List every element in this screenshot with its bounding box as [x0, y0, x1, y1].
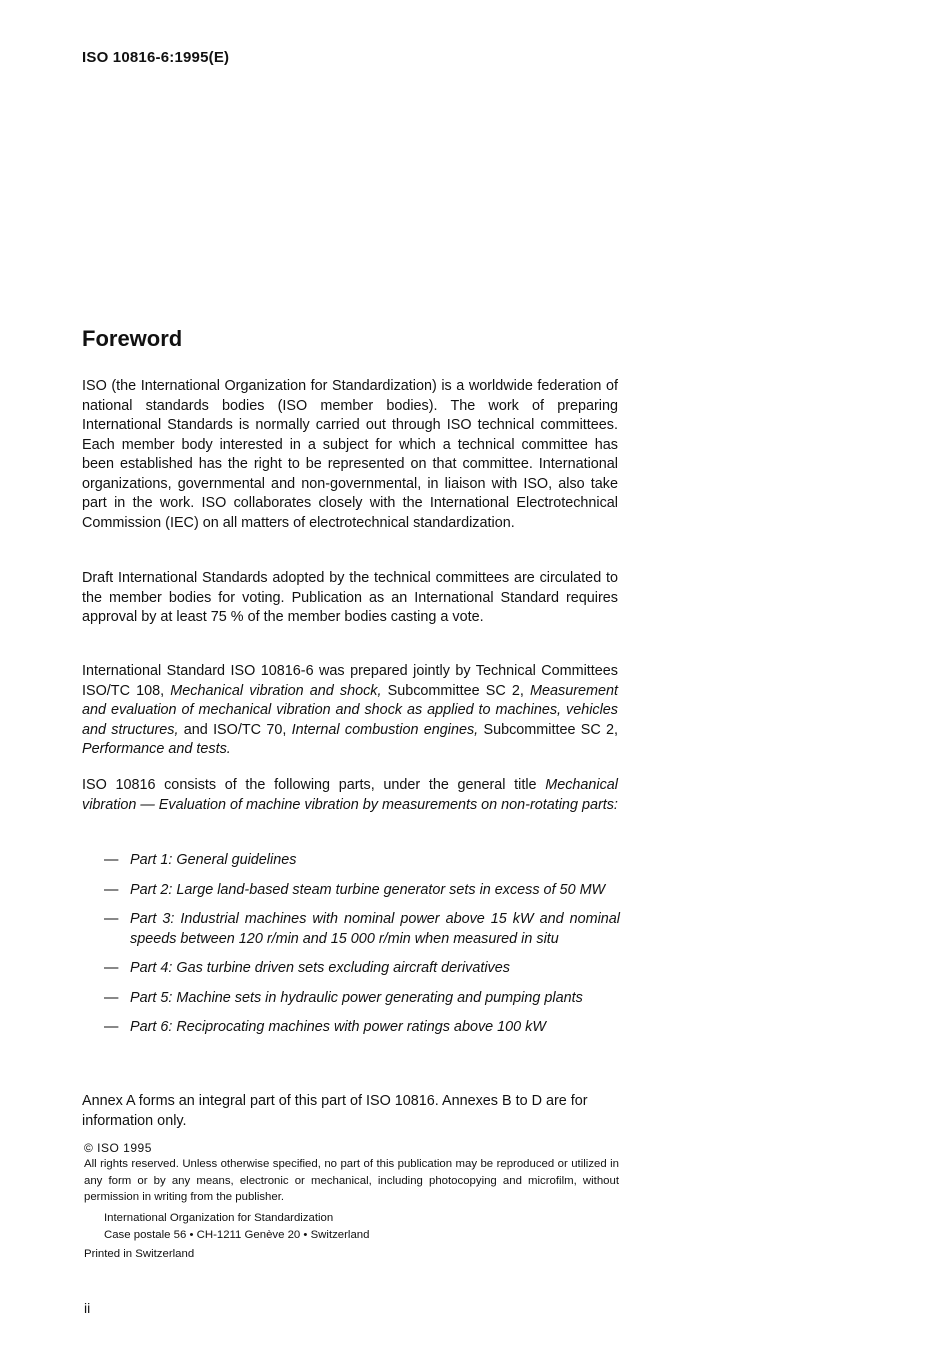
parts-list: [104, 851, 620, 1048]
list-dash: —: [104, 911, 119, 927]
list-dash: —: [104, 852, 119, 868]
list-item: [104, 959, 620, 979]
list-item: [104, 851, 620, 871]
list-dash: —: [104, 989, 119, 1006]
page-number: ii: [84, 1300, 91, 1316]
list-item: [104, 989, 620, 1009]
list-item: [104, 1018, 620, 1038]
foreword-paragraph-1: ISO (the International Organization for Standardization) is a worldwide federation of national standards bodies (ISO member bodies). The work of preparing International Standards is normally carried out through ISO technical committees. Each member body interested in a subject for which a technical committee has been established has the right to be represented on that committee. International organizations, governmental and non-governmental, in liaison with ISO, also take part in the work. ISO collaborates closely with the International Electrotechnical Commission (IEC) on all matters of electrotechnical standardization.: [82, 378, 618, 531]
document-id: ISO 10816-6:1995(E): [82, 49, 230, 66]
tc108-title: Mechanical vibration and shock,: [170, 682, 382, 699]
org-address: Case postale 56 • CH-1211 Genève 20 • Switzerland: [104, 1228, 370, 1241]
paragraph-3-text-e: and ISO/TC 70,: [178, 721, 292, 738]
paragraph-3-text-g: Subcommittee SC 2,: [478, 721, 619, 738]
list-dash: —: [104, 960, 119, 976]
list-item: [104, 910, 620, 949]
part-6-text: Part 6: Reciprocating machines with power ratings above 100 kW: [130, 1019, 546, 1035]
part-5-text: Part 5: Machine sets in hydraulic power generating and pumping plants: [130, 989, 583, 1006]
foreword-paragraph-2: Draft International Standards adopted by the technical committees are circulated to the member bodies for voting. Publication as an International Standard requires approval by at least 75 % of the member bodies casting a vote.: [82, 570, 618, 625]
general-title: Mechanical vibration — Evaluation of machine vibration by measurements on non-rotating parts:: [82, 777, 618, 813]
page-title: Foreword: [82, 326, 183, 351]
rights-statement: All rights reserved. Unless otherwise specified, no part of this publication may be reproduced or utilized in any form or by any means, electronic or mechanical, including photocopying and microfilm, without permission in writing from the publisher.: [84, 1158, 619, 1203]
foreword-paragraph-3: [82, 662, 618, 760]
sc2-title: Measurement and evaluation of mechanical vibration and shock as applied to machines, vehicles and structures,: [82, 682, 619, 738]
publisher-address: [104, 1210, 369, 1243]
part-4-text: Part 4: Gas turbine driven sets excluding aircraft derivatives: [130, 960, 510, 976]
foreword-paragraph-4: [82, 776, 618, 815]
paragraph-4-text-a: ISO 10816 consists of the following parts, under the general title: [82, 777, 546, 793]
annex-note: Annex A forms an integral part of this part of ISO 10816. Annexes B to D are for information only.: [82, 1093, 588, 1129]
tc70-sc2-title: Performance and tests.: [82, 741, 231, 757]
paragraph-3-text-a: International Standard ISO 10816-6 was prepared jointly by Technical Committees ISO/TC 108,: [82, 663, 618, 699]
part-3-text: Part 3: Industrial machines with nominal power above 15 kW and nominal speeds between 120 r/min and 15 000 r/min when measured in situ: [130, 911, 620, 947]
paragraph-3-text-c: Subcommittee SC 2,: [381, 682, 531, 699]
list-item: [104, 881, 620, 901]
part-2-text: Part 2: Large land-based steam turbine generator sets in excess of 50 MW: [130, 881, 606, 898]
copyright-notice: © ISO 1995: [84, 1141, 152, 1155]
org-name: International Organization for Standardization: [104, 1212, 334, 1224]
part-1-text: Part 1: General guidelines: [130, 852, 297, 868]
printed-in: Printed in Switzerland: [84, 1248, 195, 1260]
list-dash: —: [104, 1019, 119, 1035]
tc70-title: Internal combustion engines,: [291, 721, 479, 738]
list-dash: —: [104, 881, 119, 898]
